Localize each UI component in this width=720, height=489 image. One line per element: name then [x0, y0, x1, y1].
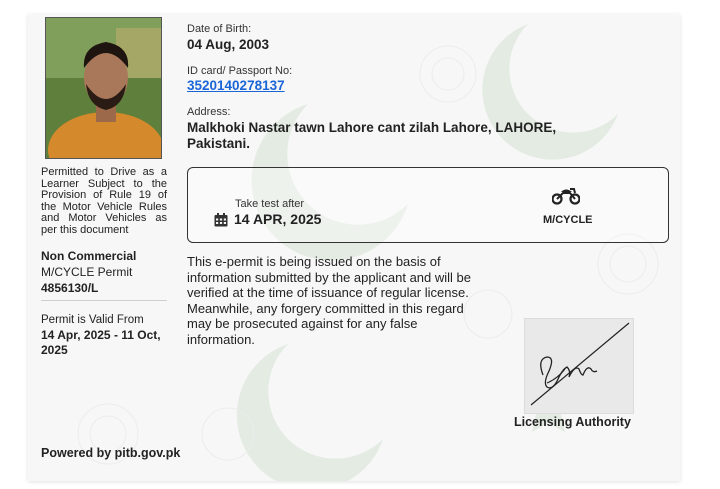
permit-class: Non Commercial	[41, 249, 137, 263]
licensing-authority-label: Licensing Authority	[514, 415, 631, 429]
learner-permit-note: Permitted to Drive as a Learner Subject to the Provision of Rule 19 of the Motor Vehicle Rules and Motor Vehicles as per this document	[41, 166, 167, 236]
validity-block	[41, 313, 171, 358]
permit-type-block	[41, 248, 171, 296]
powered-by-footer: Powered by pitb.gov.pk	[41, 446, 181, 460]
dob-value: 04 Aug, 2003	[187, 37, 270, 52]
address-label: Address:	[187, 106, 231, 118]
valid-range: 14 Apr, 2025 - 11 Oct, 2025	[41, 328, 161, 357]
signature-icon	[525, 319, 633, 413]
vehicle-label: M/CYCLE	[543, 214, 593, 226]
id-label: ID card/ Passport No:	[187, 65, 293, 77]
valid-label: Permit is Valid From	[41, 314, 144, 326]
permit-number: 4856130/L	[41, 281, 99, 295]
applicant-photo	[45, 17, 162, 159]
disclaimer-text: This e-permit is being issued on the basis of information submitted by the applicant and will be verified at the time of issuance of regular license. Meanwhile, any forgery committed in this regard may be prosecuted against for any false information.	[187, 254, 471, 347]
address-value: Malkhoki Nastar tawn Lahore cant zilah Lahore, LAHORE, Pakistani.	[187, 120, 557, 151]
test-date-box	[187, 167, 669, 243]
person-photo-icon	[46, 18, 161, 158]
test-date: 14 APR, 2025	[234, 211, 322, 227]
signature-image	[524, 318, 634, 414]
divider	[41, 300, 167, 301]
permit-card	[28, 14, 680, 481]
permit-type: M/CYCLE Permit	[41, 265, 133, 279]
id-number-link[interactable]: 3520140278137	[187, 78, 285, 93]
test-label: Take test after	[235, 198, 305, 210]
dob-label: Date of Birth:	[187, 23, 252, 35]
motorcycle-icon	[552, 185, 580, 205]
